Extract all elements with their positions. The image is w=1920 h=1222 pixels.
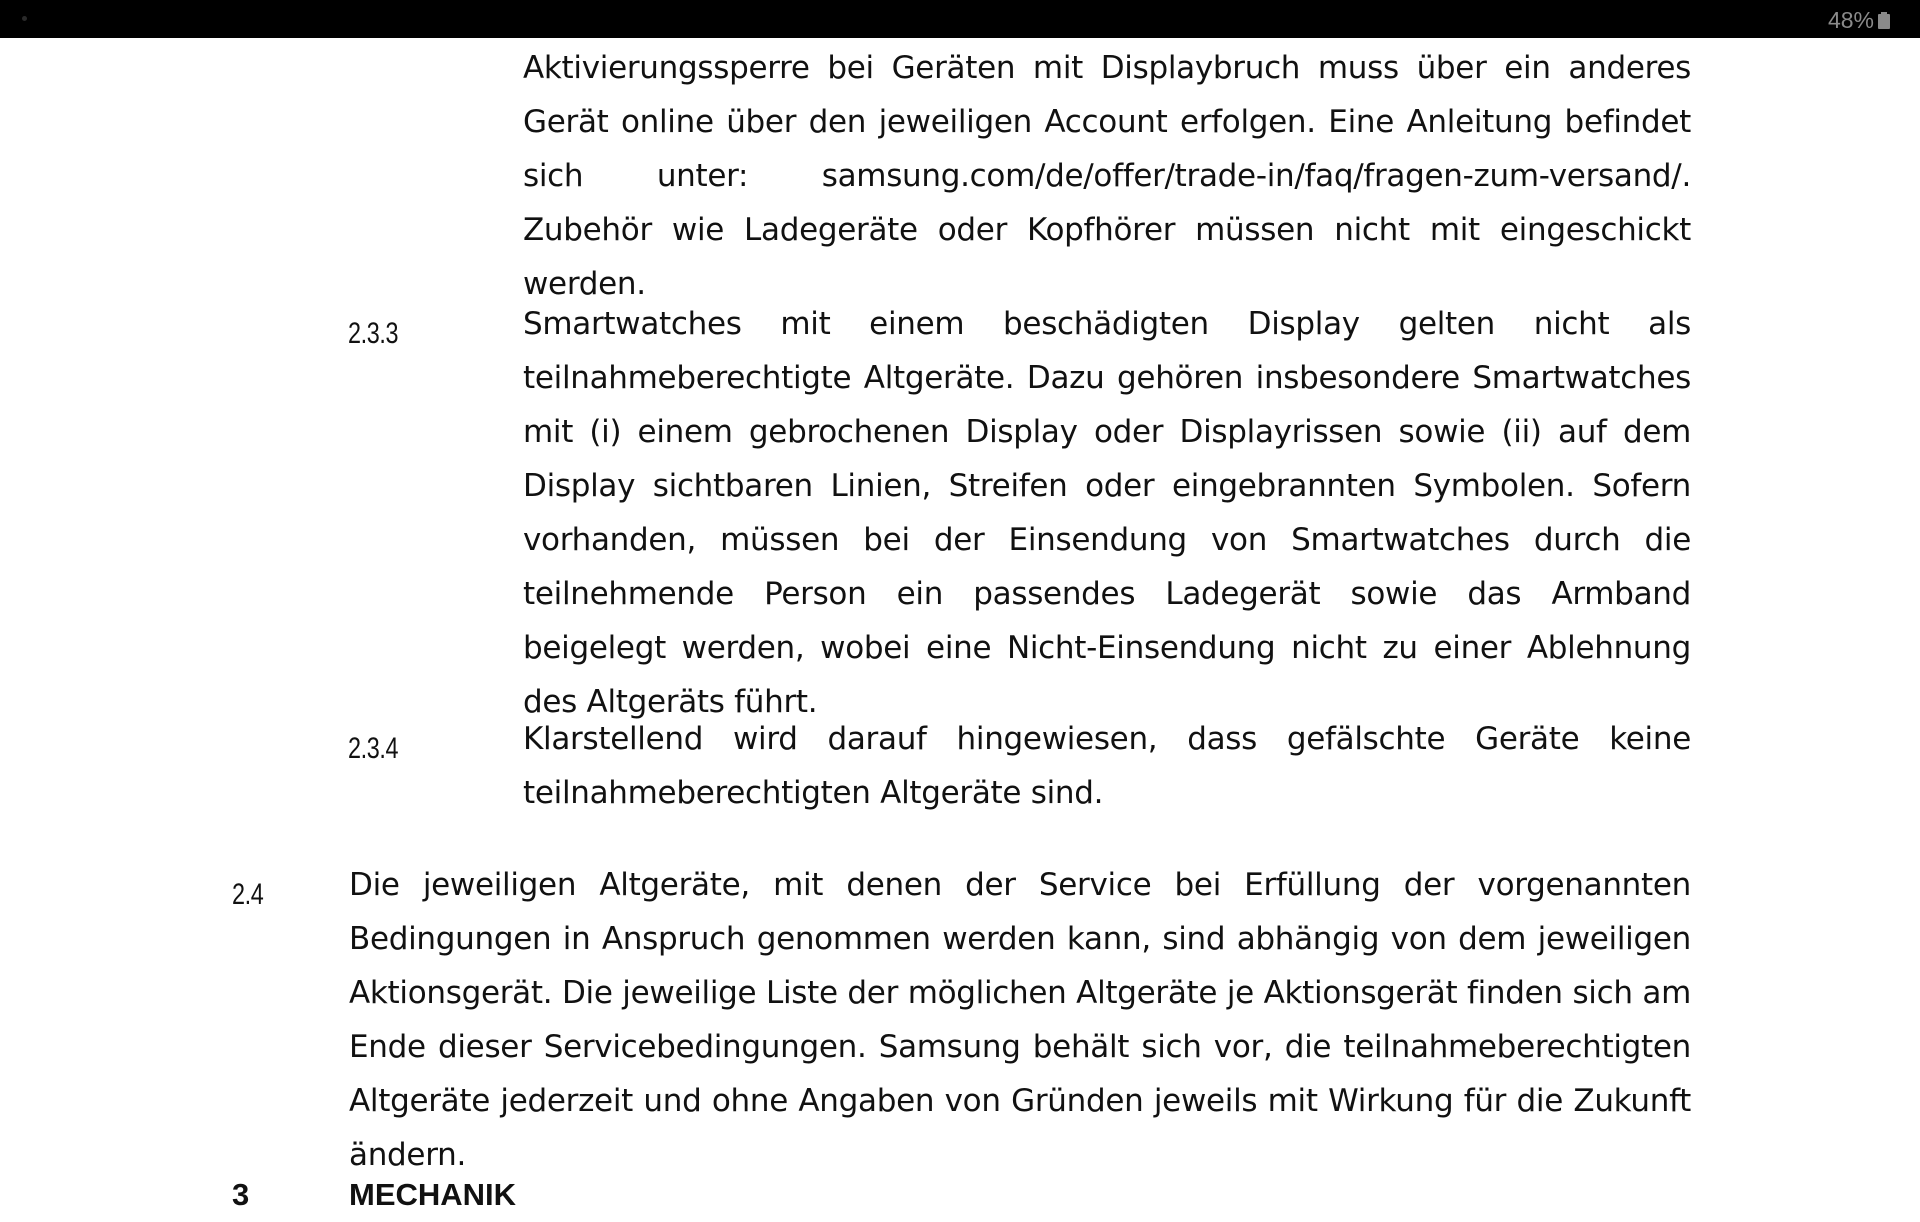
section-2-3-3-text: Smartwatches mit einem beschädigten Display gelten nicht als teilnahmeberechtigte Altgeräte. Dazu gehören insbesondere Smartwatches mit (i) einem gebrochenen Display oder Displayrissen sowie (ii) auf dem Display sichtbaren Linien, Streifen oder eingebrannten Symbolen. Sofern vorhanden, müssen bei der Einsendung von Smartwatches durch die teilnehmende Person ein passendes Ladegerät sowie das Armband beigelegt werden, wobei eine Nicht-Einsendung nicht zu einer Ablehnung des Altgeräts führt. <box>523 306 1691 720</box>
section-number-3: 3 <box>232 1177 250 1212</box>
section-number-2-4: 2.4 <box>232 878 264 911</box>
section-2-3-4-text: Klarstellend wird darauf hingewiesen, dass gefälschte Geräte keine teilnahmeberechtigten Altgeräte sind. <box>523 721 1691 811</box>
continued-paragraph: Aktivierungssperre bei Geräten mit Displaybruch muss über ein anderes Gerät online über den jeweiligen Account erfolgen. Eine Anleitung befindet sich unter: samsung.com/de/offer/trade-in/faq/fragen-zum-versand/. Zubehör wie Ladegeräte oder Kopfhörer müssen nicht mit eingeschickt werden. <box>523 50 1691 302</box>
section-number-2-3-4: 2.3.4 <box>348 732 399 765</box>
status-bar <box>0 0 1920 38</box>
battery-icon <box>1878 12 1890 29</box>
section-number-2-3-3: 2.3.3 <box>348 317 399 350</box>
battery-percentage: 48% <box>1827 7 1874 33</box>
camera-icon <box>22 16 27 21</box>
section-2-4-text: Die jeweiligen Altgeräte, mit denen der Service bei Erfüllung der vorgenannten Bedingungen in Anspruch genommen werden kann, sind abhängig von dem jeweiligen Aktionsgerät. Die jeweilige Liste der möglichen Altgeräte je Aktionsgerät finden sich am Ende dieser Servicebedingungen. Samsung behält sich vor, die teilnahmeberechtigten Altgeräte jederzeit und ohne Angaben von Gründen jeweils mit Wirkung für die Zukunft ändern. <box>349 867 1691 1173</box>
section-3-heading: MECHANIK <box>349 1177 517 1212</box>
document-page[interactable] <box>0 38 1920 1212</box>
